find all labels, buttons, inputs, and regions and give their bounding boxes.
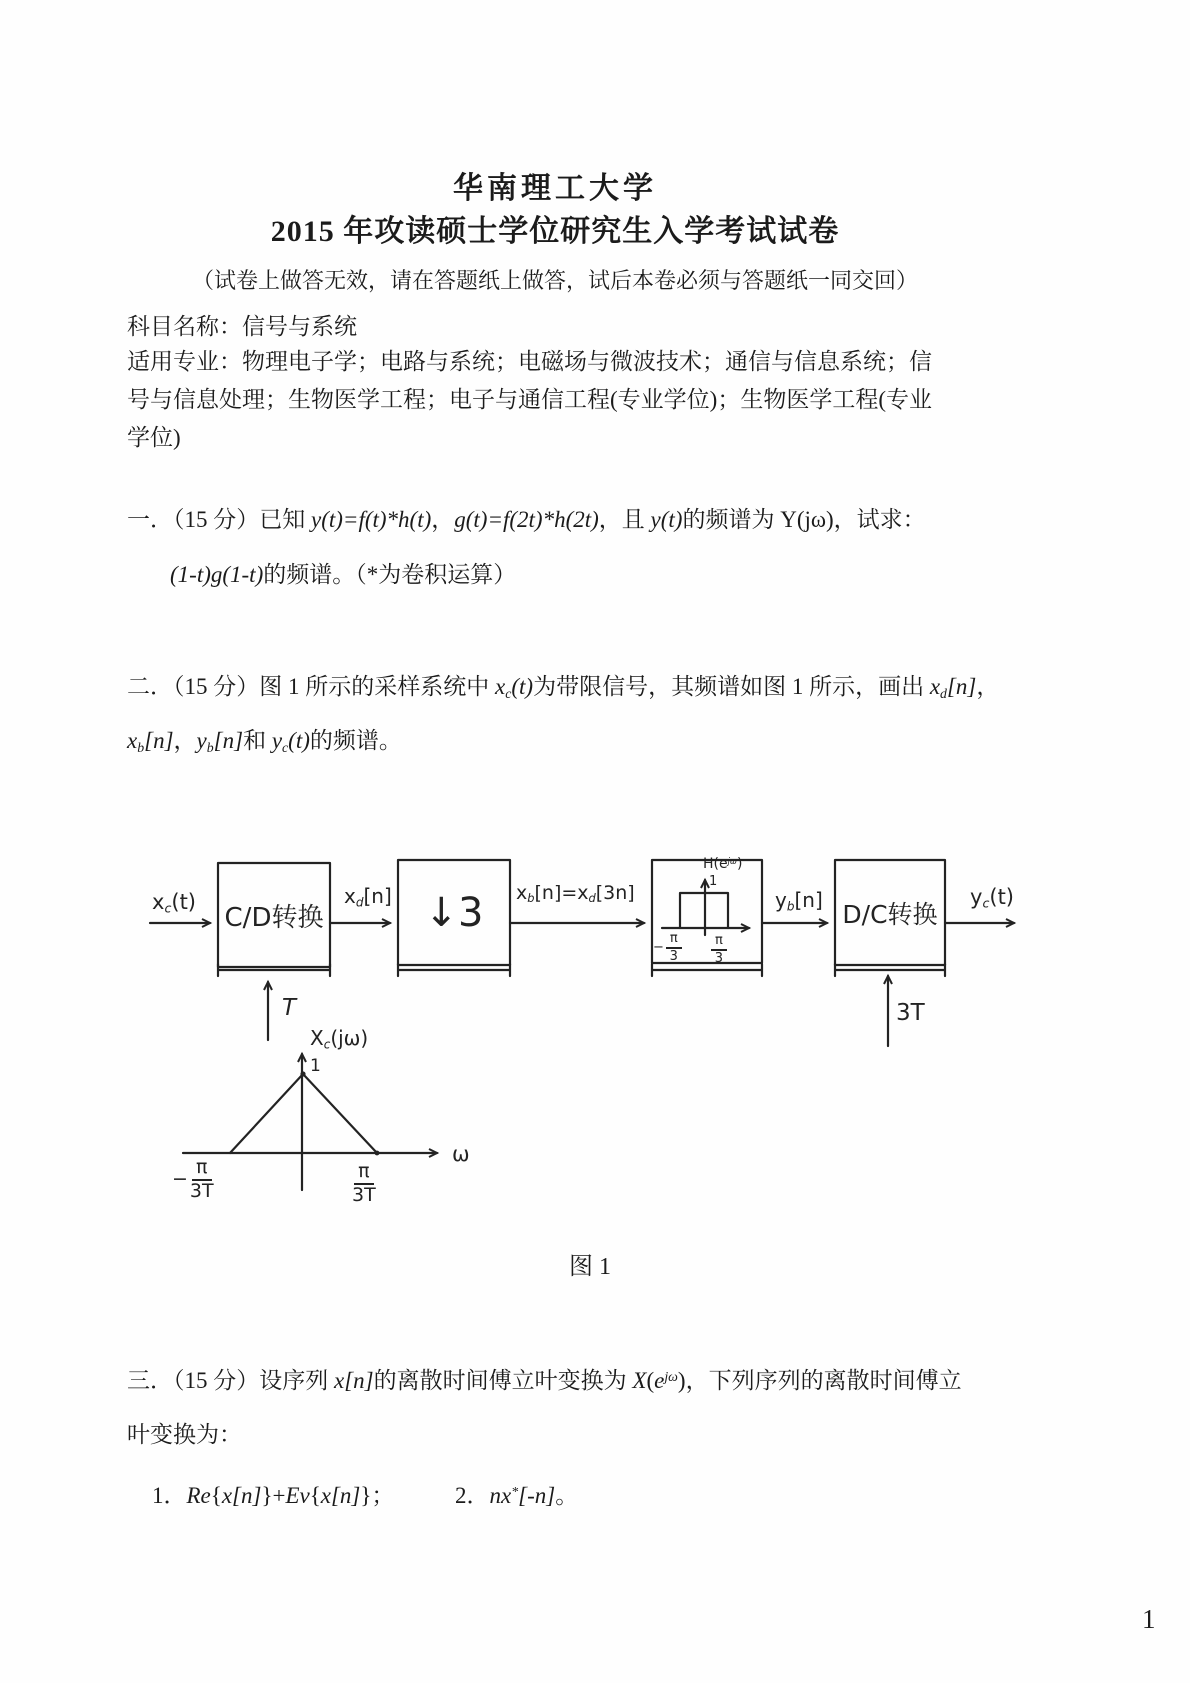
majors-line-1: 适用专业：物理电子学；电路与系统；电磁场与微波技术；通信与信息系统；信 (127, 349, 932, 374)
label-period-3T: 3T (896, 1000, 925, 1026)
spectrum-peak-value: 1 (310, 1056, 321, 1076)
spectrum-right-dot (375, 1151, 380, 1156)
hfilter-left-den: 3 (669, 948, 678, 964)
spectrum-left-edge (172, 1158, 214, 1202)
majors-line-3: 学位) (127, 425, 181, 450)
spectrum-left-minus: − (172, 1168, 188, 1191)
label-yb: $y_b[n]$ (775, 888, 823, 914)
hfilter-left-minus: − (653, 940, 664, 956)
question-2-line-2: $x_b[n]$，$y_b[n]$和 $y_c(t)$的频谱。 (127, 728, 402, 755)
spectrum-right-edge (352, 1162, 376, 1206)
majors-line-2: 号与信息处理；生物医学工程；电子与通信工程(专业学位)；生物医学工程(专业 (127, 387, 932, 412)
block-cd-label: C/D转换 (224, 902, 324, 933)
university-title: 华南理工大学 (453, 172, 657, 205)
question-3-item-2: 2．nx*[-n]。 (455, 1483, 579, 1508)
question-3-line-1: 三．（15 分）设序列 x[n]的离散时间傅立叶变换为 $X(e^{j\omega})$，下列序列的离散时间傅立 (127, 1368, 962, 1393)
spectrum-right-num: π (354, 1162, 373, 1185)
question-2-line-1: 二．（15 分）图 1 所示的采样系统中 $x_c(t)$为带限信号，其频谱如图 1 所示，画出 $x_d[n]$， (127, 674, 1000, 701)
spectrum-left-num: π (192, 1158, 211, 1181)
bracket-filter (652, 964, 762, 976)
exam-title: 2015 年攻读硕士学位研究生入学考试试卷 (270, 215, 840, 248)
hfilter-title: $H(e^{j\omega})$ (703, 856, 743, 873)
page-number: 1 (1142, 1604, 1156, 1634)
hfilter-right-den: 3 (714, 950, 724, 966)
spectrum-omega-label: ω (452, 1142, 470, 1166)
hfilter-right-cutoff (711, 934, 727, 965)
spectrum-peak-dot (300, 1071, 305, 1076)
block-dc-label: D/C转换 (842, 899, 938, 929)
hfilter-peak-value: 1 (709, 874, 718, 889)
block-downsample-label: ↓3 (424, 889, 484, 936)
spectrum-right-den: 3T (352, 1183, 376, 1206)
question-1-line-1: 一．（15 分）已知 y(t)=f(t)*h(t)，g(t)=f(2t)*h(2t)，且 y(t)的频谱为 Y(jω)，试求： (127, 507, 926, 532)
question-3-line-2: 叶变换为： (127, 1422, 242, 1447)
label-xc-input: $x_c(t)$ (152, 890, 196, 916)
spectrum-left-den: 3T (189, 1179, 214, 1202)
spectrum-triangle (230, 1074, 377, 1153)
question-3-item-1: 1．Re{x[n]}+Ev{x[n]}； (152, 1483, 395, 1508)
label-period-T: T (282, 995, 297, 1021)
figure-caption: 图 1 (569, 1254, 611, 1280)
hfilter-left-cutoff (653, 932, 682, 963)
subject-line: 科目名称：信号与系统 (127, 314, 357, 339)
instruction-note: （试卷上做答无效，请在答题纸上做答，试后本卷必须与答题纸一同交回） (191, 268, 918, 293)
hfilter-left-num: π (666, 932, 682, 949)
label-xd: $x_d[n]$ (344, 884, 392, 910)
hfilter-right-num: π (711, 934, 727, 951)
question-1-line-2: (1-t)g(1-t)的频谱。（*为卷积运算） (170, 562, 517, 587)
spectrum-title: $X_c(j\omega)$ (310, 1026, 369, 1052)
label-yc-output: $y_c(t)$ (970, 885, 1014, 911)
label-xb-equation: $x_b[n]=x_d[3n]$ (516, 882, 635, 906)
